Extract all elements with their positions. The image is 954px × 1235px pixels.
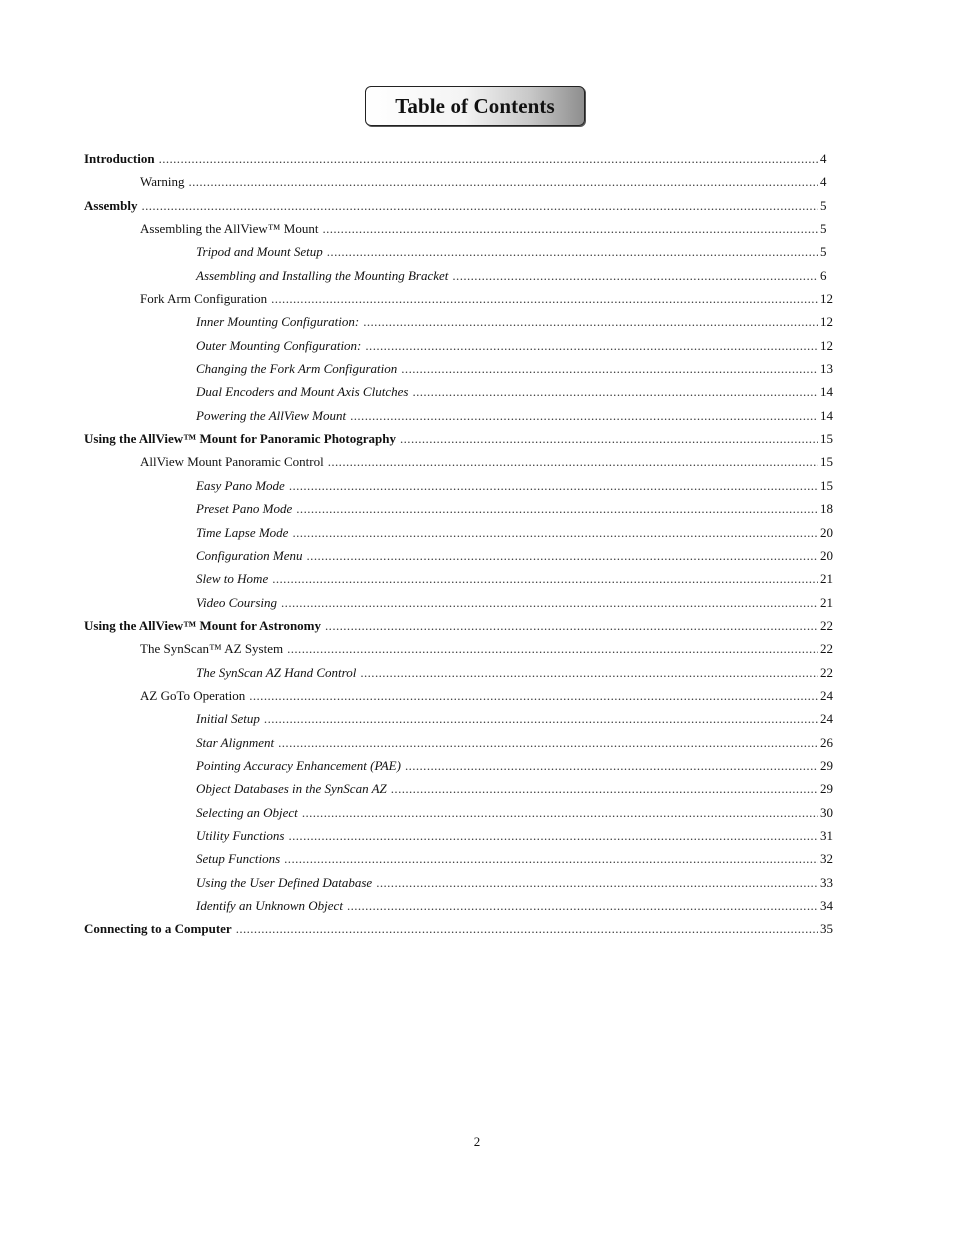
toc-dot-leader xyxy=(278,732,818,753)
toc-entry-label: Time Lapse Mode xyxy=(196,524,289,540)
toc-dot-leader xyxy=(327,241,818,262)
toc-entry-page: 15 xyxy=(820,454,833,470)
toc-entry[interactable] xyxy=(84,708,834,731)
toc-entry[interactable] xyxy=(84,918,834,941)
toc-entry[interactable] xyxy=(84,311,834,334)
toc-entry[interactable] xyxy=(84,451,834,474)
toc-entry-label: Assembly xyxy=(84,197,138,213)
toc-entry-label: Pointing Accuracy Enhancement (PAE) xyxy=(196,757,401,773)
toc-entry-page: 22 xyxy=(820,617,833,633)
toc-entry[interactable] xyxy=(84,475,834,498)
toc-entry-page: 6 xyxy=(820,267,827,283)
toc-entry-label: Utility Functions xyxy=(196,827,285,843)
toc-entry-page: 12 xyxy=(820,337,833,353)
toc-entry-label: Connecting to a Computer xyxy=(84,921,232,937)
toc-dot-leader xyxy=(365,335,818,356)
page-number: 2 xyxy=(473,1134,481,1149)
toc-entry[interactable] xyxy=(84,241,834,264)
toc-dot-leader xyxy=(292,522,818,543)
toc-entry-label: Fork Arm Configuration xyxy=(140,291,268,307)
toc-dot-leader xyxy=(350,405,818,426)
toc-entry-page: 20 xyxy=(820,547,833,563)
toc-list xyxy=(84,148,834,942)
toc-dot-leader xyxy=(347,895,818,916)
toc-entry[interactable] xyxy=(84,778,834,801)
toc-entry-page: 15 xyxy=(820,431,833,447)
toc-entry-label: Slew to Home xyxy=(196,571,269,587)
toc-dot-leader xyxy=(249,685,818,706)
toc-entry-page: 31 xyxy=(820,827,833,843)
toc-dot-leader xyxy=(400,428,818,449)
toc-entry-page: 5 xyxy=(820,244,827,260)
toc-entry[interactable] xyxy=(84,755,834,778)
toc-entry[interactable] xyxy=(84,872,834,895)
toc-dot-leader xyxy=(325,615,818,636)
toc-dot-leader xyxy=(452,265,818,286)
toc-dot-leader xyxy=(141,195,818,216)
toc-dot-leader xyxy=(236,918,818,939)
toc-entry-label: Initial Setup xyxy=(196,711,260,727)
toc-dot-leader xyxy=(322,218,818,239)
toc-entry-label: Using the AllView™ Mount for Panoramic Photography xyxy=(84,431,396,447)
toc-entry-page: 5 xyxy=(820,221,827,237)
toc-dot-leader xyxy=(307,545,818,566)
toc-entry-label: Object Databases in the SynScan AZ xyxy=(196,781,387,797)
toc-dot-leader xyxy=(272,568,818,589)
toc-entry-label: Preset Pano Mode xyxy=(196,501,293,517)
toc-dot-leader xyxy=(288,825,818,846)
toc-dot-leader xyxy=(296,498,818,519)
toc-entry[interactable] xyxy=(84,358,834,381)
toc-dot-leader xyxy=(360,662,818,683)
toc-dot-leader xyxy=(287,638,818,659)
toc-entry-label: Assembling and Installing the Mounting Bracket xyxy=(196,267,449,283)
toc-entry-page: 32 xyxy=(820,851,833,867)
toc-entry-page: 4 xyxy=(820,174,827,190)
toc-dot-leader xyxy=(188,171,818,192)
toc-entry-page: 12 xyxy=(820,291,833,307)
toc-entry-page: 22 xyxy=(820,664,833,680)
toc-entry-label: Assembling the AllView™ Mount xyxy=(140,221,319,237)
toc-entry[interactable] xyxy=(84,895,834,918)
toc-entry-label: Tripod and Mount Setup xyxy=(196,244,323,260)
toc-entry-label: Using the User Defined Database xyxy=(196,874,373,890)
toc-entry[interactable] xyxy=(84,732,834,755)
toc-entry-page: 12 xyxy=(820,314,833,330)
toc-entry[interactable] xyxy=(84,545,834,568)
toc-entry-label: Introduction xyxy=(84,151,155,166)
toc-entry-label: AllView Mount Panoramic Control xyxy=(140,454,324,470)
toc-entry-page: 15 xyxy=(820,477,833,493)
toc-dot-leader xyxy=(412,381,818,402)
toc-dot-leader xyxy=(271,288,818,309)
toc-entry[interactable] xyxy=(84,265,834,288)
toc-entry[interactable] xyxy=(84,522,834,545)
toc-entry-page: 4 xyxy=(820,151,827,166)
toc-entry-page: 5 xyxy=(820,197,827,213)
toc-dot-leader xyxy=(391,778,818,799)
toc-entry-page: 29 xyxy=(820,781,833,797)
toc-entry-label: Configuration Menu xyxy=(196,547,303,563)
toc-dot-leader xyxy=(302,802,818,823)
toc-entry[interactable] xyxy=(84,335,834,358)
toc-entry-page: 14 xyxy=(820,384,833,400)
toc-entry-label: Powering the AllView Mount xyxy=(196,407,347,423)
toc-entry[interactable] xyxy=(84,148,834,171)
toc-dot-leader xyxy=(405,755,818,776)
toc-entry-label: Video Coursing xyxy=(196,594,278,610)
toc-entry-page: 30 xyxy=(820,804,833,820)
toc-entry[interactable] xyxy=(84,405,834,428)
toc-entry[interactable] xyxy=(84,381,834,404)
toc-entry[interactable] xyxy=(84,195,834,218)
toc-entry-page: 26 xyxy=(820,734,833,750)
toc-dot-leader xyxy=(376,872,818,893)
toc-dot-leader xyxy=(264,708,818,729)
toc-entry-label: Easy Pano Mode xyxy=(196,477,285,493)
toc-entry-page: 24 xyxy=(820,711,833,727)
toc-entry[interactable] xyxy=(84,218,834,241)
toc-entry[interactable] xyxy=(84,615,834,638)
toc-dot-leader xyxy=(363,311,818,332)
toc-entry-label: Using the AllView™ Mount for Astronomy xyxy=(84,617,322,633)
toc-entry-page: 22 xyxy=(820,641,833,657)
toc-entry-page: 21 xyxy=(820,594,833,610)
toc-entry[interactable] xyxy=(84,428,834,451)
toc-entry-label: Warning xyxy=(140,174,185,190)
toc-entry-label: AZ GoTo Operation xyxy=(140,687,246,703)
toc-entry-page: 35 xyxy=(820,921,833,937)
toc-entry[interactable] xyxy=(84,685,834,708)
toc-entry-page: 14 xyxy=(820,407,833,423)
toc-dot-leader xyxy=(289,475,818,496)
toc-dot-leader xyxy=(284,848,818,869)
toc-dot-leader xyxy=(281,592,818,613)
toc-title-box xyxy=(365,86,585,126)
toc-entry-page: 34 xyxy=(820,898,833,913)
toc-entry-label: Inner Mounting Configuration: xyxy=(196,314,360,330)
toc-entry[interactable] xyxy=(84,288,834,311)
toc-entry-label: Star Alignment xyxy=(196,734,275,750)
toc-dot-leader xyxy=(401,358,818,379)
toc-entry[interactable] xyxy=(84,592,834,615)
toc-entry-label: The SynScan AZ Hand Control xyxy=(196,664,357,680)
toc-entry[interactable] xyxy=(84,662,834,685)
toc-entry-page: 21 xyxy=(820,571,833,587)
toc-entry[interactable] xyxy=(84,638,834,661)
toc-entry-label: Identify an Unknown Object xyxy=(196,898,343,913)
toc-entry[interactable] xyxy=(84,825,834,848)
toc-entry[interactable] xyxy=(84,802,834,825)
toc-dot-leader xyxy=(159,148,818,169)
toc-entry[interactable] xyxy=(84,171,834,194)
toc-entry-label: Outer Mounting Configuration: xyxy=(196,337,362,353)
toc-entry-label: Changing the Fork Arm Configuration xyxy=(196,361,398,377)
toc-entry-label: Dual Encoders and Mount Axis Clutches xyxy=(196,384,409,400)
toc-entry[interactable] xyxy=(84,848,834,871)
toc-entry-page: 18 xyxy=(820,501,833,517)
toc-title: Table of Contents xyxy=(395,93,555,118)
toc-entry[interactable] xyxy=(84,568,834,591)
toc-entry-label: Setup Functions xyxy=(196,851,281,867)
toc-entry[interactable] xyxy=(84,498,834,521)
toc-entry-page: 20 xyxy=(820,524,833,540)
toc-entry-label: The SynScan™ AZ System xyxy=(140,641,284,657)
toc-entry-page: 13 xyxy=(820,361,833,377)
toc-entry-page: 29 xyxy=(820,757,833,773)
toc-dot-leader xyxy=(328,451,818,472)
toc-entry-page: 33 xyxy=(820,874,833,890)
toc-entry-label: Selecting an Object xyxy=(196,804,298,820)
toc-entry-page: 24 xyxy=(820,687,833,703)
